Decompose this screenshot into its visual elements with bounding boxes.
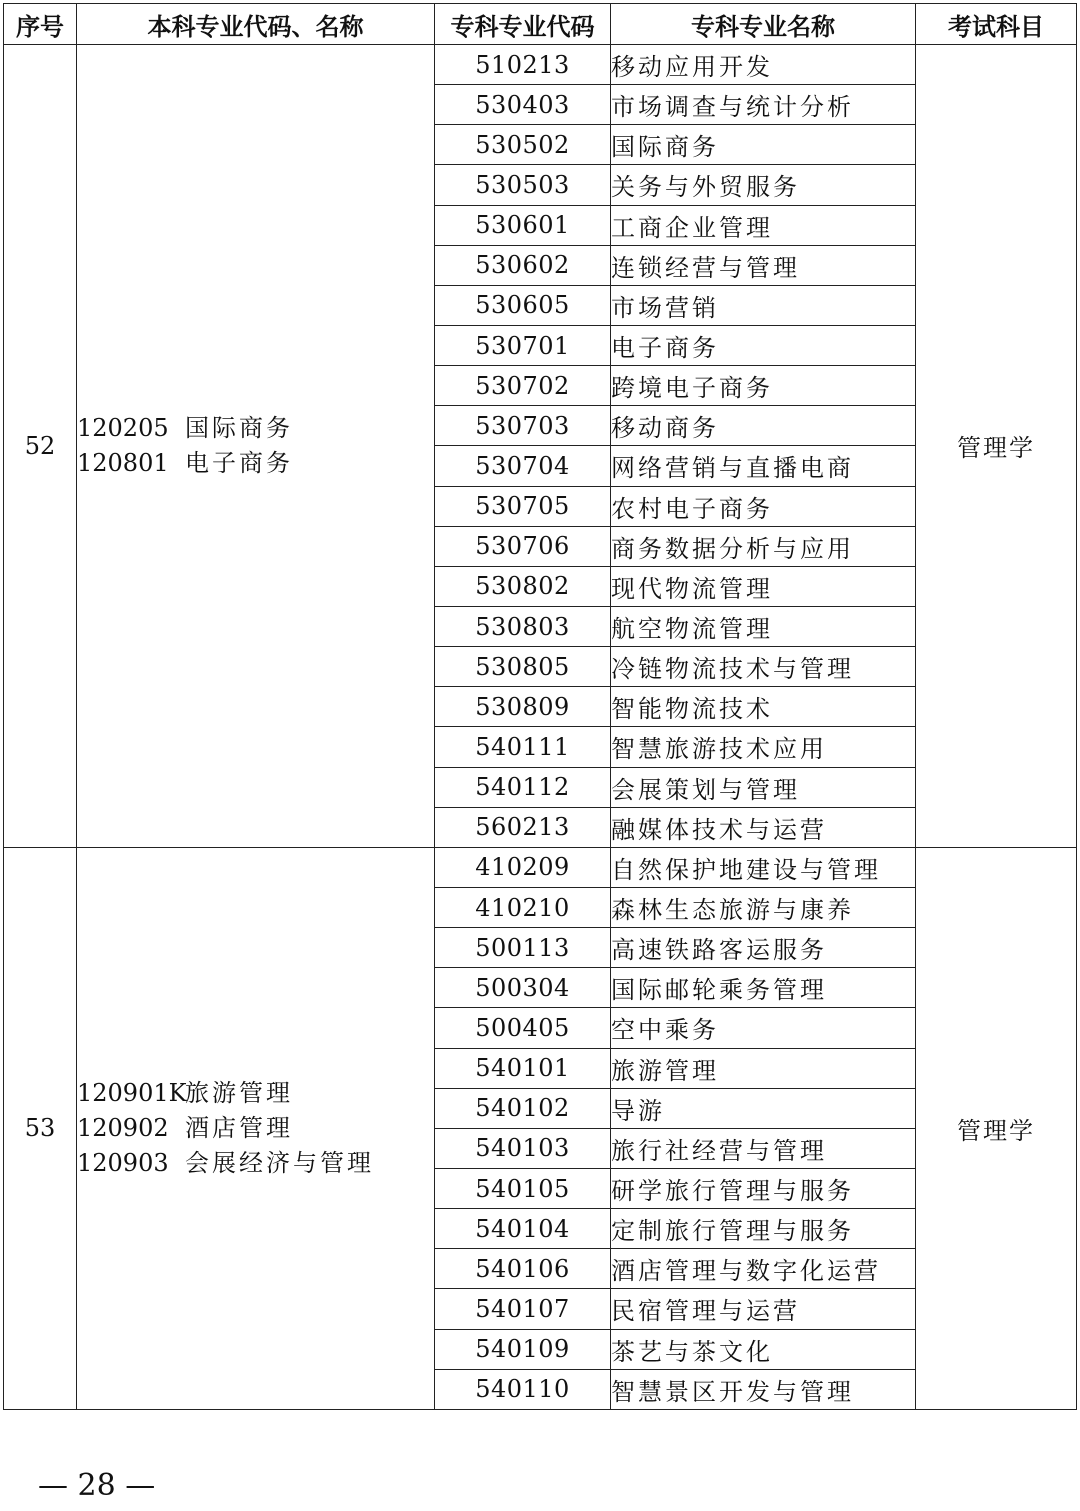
major-code-cell: 530403 [435, 85, 611, 125]
major-code-cell: 530803 [435, 606, 611, 646]
major-name-cell: 冷链物流技术与管理 [611, 647, 916, 687]
undergrad-code: 120205 [77, 413, 169, 442]
undergrad-major [77, 1111, 434, 1146]
major-name-cell: 茶艺与茶文化 [611, 1329, 916, 1369]
header-exam: 考试科目 [916, 4, 1077, 45]
major-code-cell: 530704 [435, 446, 611, 486]
major-name-cell: 融媒体技术与运营 [611, 807, 916, 847]
major-code-cell: 540106 [435, 1249, 611, 1289]
major-name-cell: 导游 [611, 1088, 916, 1128]
table-body [4, 45, 1077, 1410]
major-name-cell: 旅游管理 [611, 1048, 916, 1088]
major-code-cell: 510213 [435, 45, 611, 85]
undergrad-code: 120901K [77, 1078, 187, 1107]
major-code-cell: 500113 [435, 928, 611, 968]
major-name-cell: 会展策划与管理 [611, 767, 916, 807]
table-header [4, 4, 1077, 45]
header-undergrad: 本科专业代码、名称 [77, 4, 435, 45]
major-name-cell: 智慧景区开发与管理 [611, 1369, 916, 1409]
major-name-cell: 农村电子商务 [611, 486, 916, 526]
major-code-cell: 500304 [435, 968, 611, 1008]
major-name-cell: 市场营销 [611, 285, 916, 325]
major-name-cell: 市场调查与统计分析 [611, 85, 916, 125]
major-code-cell: 530601 [435, 205, 611, 245]
header-name: 专科专业名称 [611, 4, 916, 45]
major-name-cell: 酒店管理与数字化运营 [611, 1249, 916, 1289]
major-code-cell: 530602 [435, 245, 611, 285]
major-name-cell: 商务数据分析与应用 [611, 526, 916, 566]
major-name-cell: 智能物流技术 [611, 687, 916, 727]
major-table [3, 3, 1077, 1410]
major-name-cell: 连锁经营与管理 [611, 245, 916, 285]
undergrad-major [77, 1076, 434, 1111]
header-row [4, 4, 1077, 45]
major-name-cell: 定制旅行管理与服务 [611, 1209, 916, 1249]
major-code-cell: 540112 [435, 767, 611, 807]
major-code-cell: 530805 [435, 647, 611, 687]
major-code-cell: 540104 [435, 1209, 611, 1249]
undergrad-code: 120801 [77, 448, 169, 477]
major-code-cell: 530703 [435, 406, 611, 446]
major-code-cell: 540109 [435, 1329, 611, 1369]
major-code-cell: 530809 [435, 687, 611, 727]
major-code-cell: 410209 [435, 847, 611, 887]
major-code-cell: 540111 [435, 727, 611, 767]
major-code-cell: 530503 [435, 165, 611, 205]
major-name-cell: 智慧旅游技术应用 [611, 727, 916, 767]
undergrad-name: 电子商务 [185, 448, 293, 477]
table-row [4, 45, 1077, 85]
major-name-cell: 航空物流管理 [611, 606, 916, 646]
major-code-cell: 410210 [435, 887, 611, 927]
undergrad-code: 120902 [77, 1113, 169, 1142]
undergrad-major [77, 1146, 434, 1181]
major-name-cell: 电子商务 [611, 325, 916, 365]
table-row [4, 847, 1077, 887]
major-code-cell: 530502 [435, 125, 611, 165]
major-name-cell: 空中乘务 [611, 1008, 916, 1048]
major-name-cell: 民宿管理与运营 [611, 1289, 916, 1329]
undergrad-cell [77, 45, 435, 848]
major-code-cell: 540103 [435, 1128, 611, 1168]
major-name-cell: 关务与外贸服务 [611, 165, 916, 205]
major-name-cell: 网络营销与直播电商 [611, 446, 916, 486]
seq-cell: 52 [4, 45, 77, 848]
undergrad-name: 国际商务 [185, 413, 293, 442]
major-name-cell: 自然保护地建设与管理 [611, 847, 916, 887]
major-code-cell: 530706 [435, 526, 611, 566]
major-name-cell: 现代物流管理 [611, 566, 916, 606]
major-code-cell: 530802 [435, 566, 611, 606]
major-code-cell: 500405 [435, 1008, 611, 1048]
major-code-cell: 560213 [435, 807, 611, 847]
undergrad-code: 120903 [77, 1148, 169, 1177]
major-name-cell: 国际邮轮乘务管理 [611, 968, 916, 1008]
major-name-cell: 研学旅行管理与服务 [611, 1168, 916, 1208]
major-code-cell: 530702 [435, 366, 611, 406]
undergrad-name: 旅游管理 [185, 1078, 293, 1107]
exam-subject-cell: 管理学 [916, 847, 1077, 1409]
major-code-cell: 540105 [435, 1168, 611, 1208]
major-code-cell: 530705 [435, 486, 611, 526]
major-name-cell: 森林生态旅游与康养 [611, 887, 916, 927]
major-code-cell: 540102 [435, 1088, 611, 1128]
undergrad-major [77, 411, 434, 446]
page-number: — 28 — [38, 1468, 156, 1503]
major-name-cell: 工商企业管理 [611, 205, 916, 245]
header-seq: 序号 [4, 4, 77, 45]
undergrad-cell [77, 847, 435, 1409]
major-name-cell: 旅行社经营与管理 [611, 1128, 916, 1168]
undergrad-major [77, 446, 434, 481]
major-name-cell: 跨境电子商务 [611, 366, 916, 406]
seq-cell: 53 [4, 847, 77, 1409]
major-name-cell: 高速铁路客运服务 [611, 928, 916, 968]
major-code-cell: 540110 [435, 1369, 611, 1409]
major-code-cell: 540107 [435, 1289, 611, 1329]
exam-subject-cell: 管理学 [916, 45, 1077, 848]
major-name-cell: 国际商务 [611, 125, 916, 165]
header-code: 专科专业代码 [435, 4, 611, 45]
major-code-cell: 540101 [435, 1048, 611, 1088]
major-code-cell: 530605 [435, 285, 611, 325]
major-code-cell: 530701 [435, 325, 611, 365]
undergrad-name: 会展经济与管理 [185, 1148, 374, 1177]
major-name-cell: 移动商务 [611, 406, 916, 446]
major-name-cell: 移动应用开发 [611, 45, 916, 85]
undergrad-name: 酒店管理 [185, 1113, 293, 1142]
